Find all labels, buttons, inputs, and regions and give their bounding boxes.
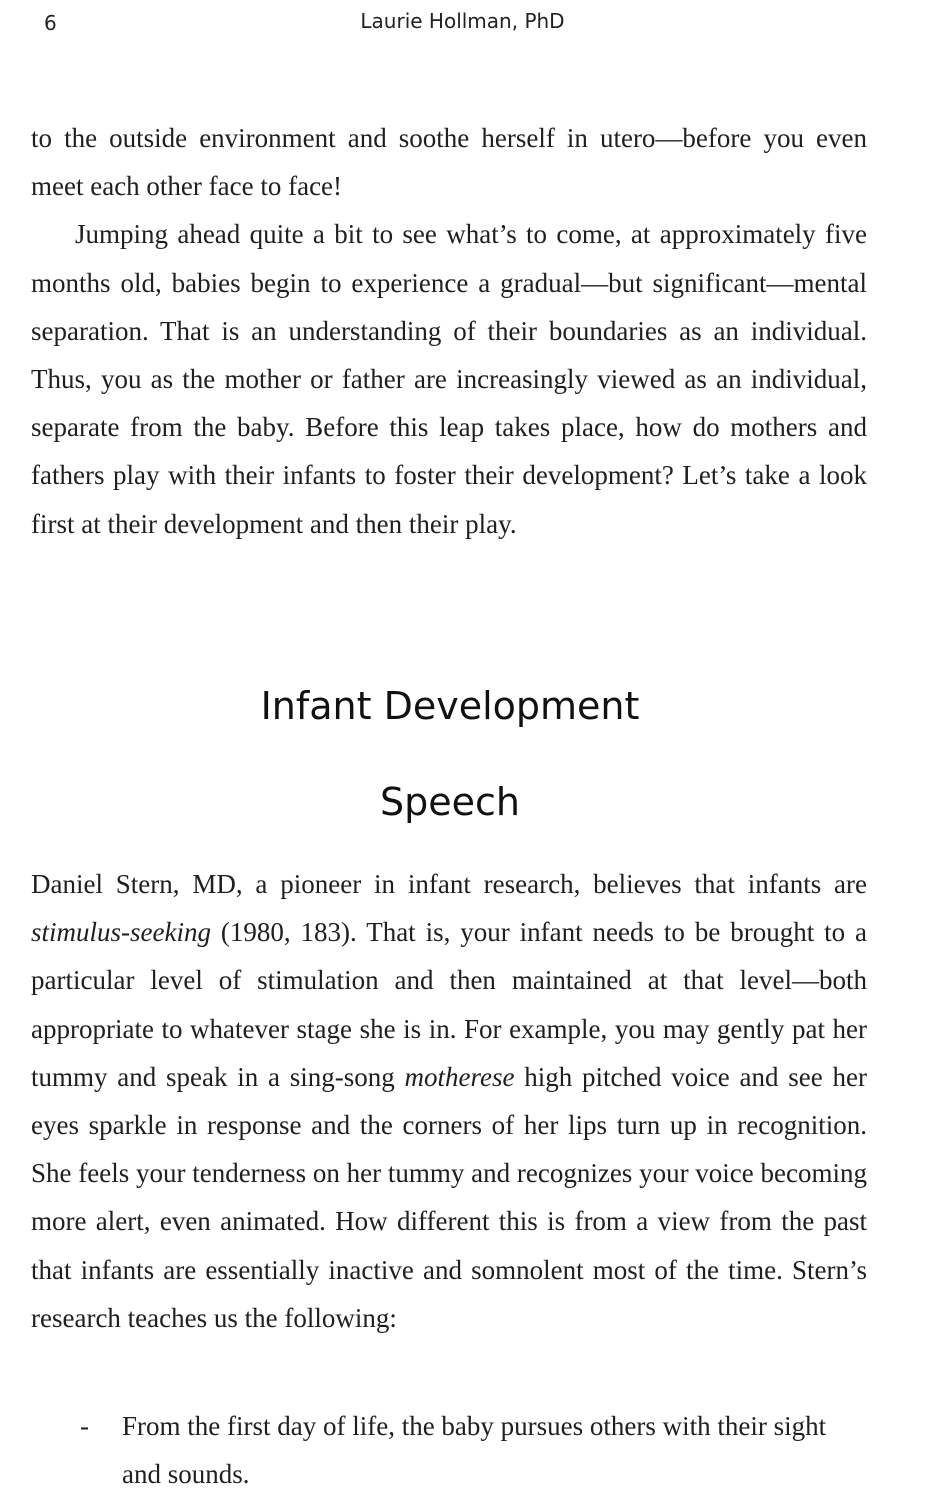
italic-term-motherese: motherese	[404, 1061, 515, 1092]
bullet-marker: -	[80, 1411, 89, 1441]
intro-text	[31, 114, 867, 548]
section-heading: Infant Development	[260, 684, 640, 728]
speech-text-part-2: (1980, 183). That is, your infant needs to be brought to a particular level of stimulation and then maintained at that level—both appropriate to whatever stage she is in. For example, you may gently pat her tummy and speak in a sing-song	[31, 917, 867, 1092]
italic-term-stimulus-seeking: stimulus-seeking	[31, 917, 211, 948]
intro-paragraph: Jumping ahead quite a bit to see what’s to come, at approximately five months old, babies begin to experience a gradual—but significant—mental separation. That is an understanding of their boundaries as an individual. Thus, you as the mother or father are increasingly viewed as an individual, separate from the baby. Before this leap takes place, how do mothers and fathers play with their infants to foster their development? Let’s take a look first at their development and then their play.	[31, 219, 867, 539]
running-head-author: Laurie Hollman, PhD	[360, 9, 565, 33]
speech-text	[31, 860, 867, 1342]
speech-paragraph	[31, 860, 867, 1342]
subsection-heading: Speech	[380, 780, 520, 824]
speech-text-part-1: Daniel Stern, MD, a pioneer in infant research, believes that infants are	[31, 869, 867, 899]
speech-text-part-3: high pitched voice and see her eyes sparkle in response and the corners of her lips turn up in recognition. She feels your tenderness on her tummy and recognizes your voice becoming more alert, even animated. How different this is from a view from the past that infants are essentially inactive and somnolent most of the time. Stern’s research teaches us the following:	[31, 1061, 867, 1333]
running-head	[0, 8, 935, 38]
list-item-text: From the first day of life, the baby pursues others with their sight and sounds.	[122, 1411, 827, 1490]
page-number: 6	[44, 11, 57, 35]
intro-paragraph-continued: to the outside environment and soothe herself in utero—before you even meet each other face to face!	[31, 123, 867, 202]
